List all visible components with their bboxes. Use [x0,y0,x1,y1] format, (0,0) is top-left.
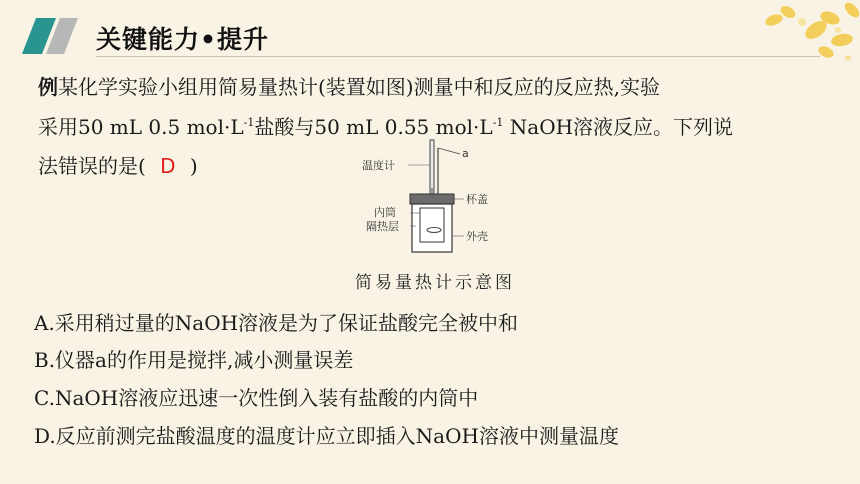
question-line-2 [38,114,733,140]
question-close-paren: ) [189,154,198,178]
section-title: 关键能力•提升 [96,25,269,54]
label-inner-cup: 内筒 [374,206,396,219]
label-outer-shell: 外壳 [466,230,488,243]
question-line-1 [38,74,660,100]
option-a: A.采用稍过量的NaOH溶液是为了保证盐酸完全被中和 [34,311,519,335]
superscript-1: -1 [243,116,255,129]
option-c: C.NaOH溶液应迅速一次性倒入装有盐酸的内筒中 [34,386,479,410]
header-decoration-icon [22,14,78,58]
question-text-1: 某化学实验小组用简易量热计(装置如图)测量中和反应的反应热,实验 [58,75,660,99]
figure-caption: 简易量热计示意图 [355,273,515,293]
question-text-2a: 采用50 mL 0.5 mol·L [38,115,244,139]
question-text-2b: 盐酸与50 mL 0.55 mol·L [254,115,493,139]
question-text-3: 法错误的是( [38,154,146,178]
calorimeter-figure [360,138,520,256]
label-insulation: 隔热层 [366,220,399,233]
option-d: D.反应前测完盐酸温度的温度计应立即插入NaOH溶液中测量温度 [34,424,619,448]
superscript-2: -1 [492,116,504,129]
flower-decoration-icon [730,0,860,72]
header-divider [96,56,820,57]
option-b: B.仪器a的作用是搅拌,减小测量误差 [34,348,354,372]
question-text-2c: NaOH溶液反应。下列说 [503,115,734,139]
question-label: 例 [38,75,58,99]
question-line-3 [38,153,198,179]
label-lid: 杯盖 [466,193,488,206]
label-a: a [462,147,469,160]
label-thermometer: 温度计 [362,159,395,172]
answer-mark: D [160,154,176,178]
